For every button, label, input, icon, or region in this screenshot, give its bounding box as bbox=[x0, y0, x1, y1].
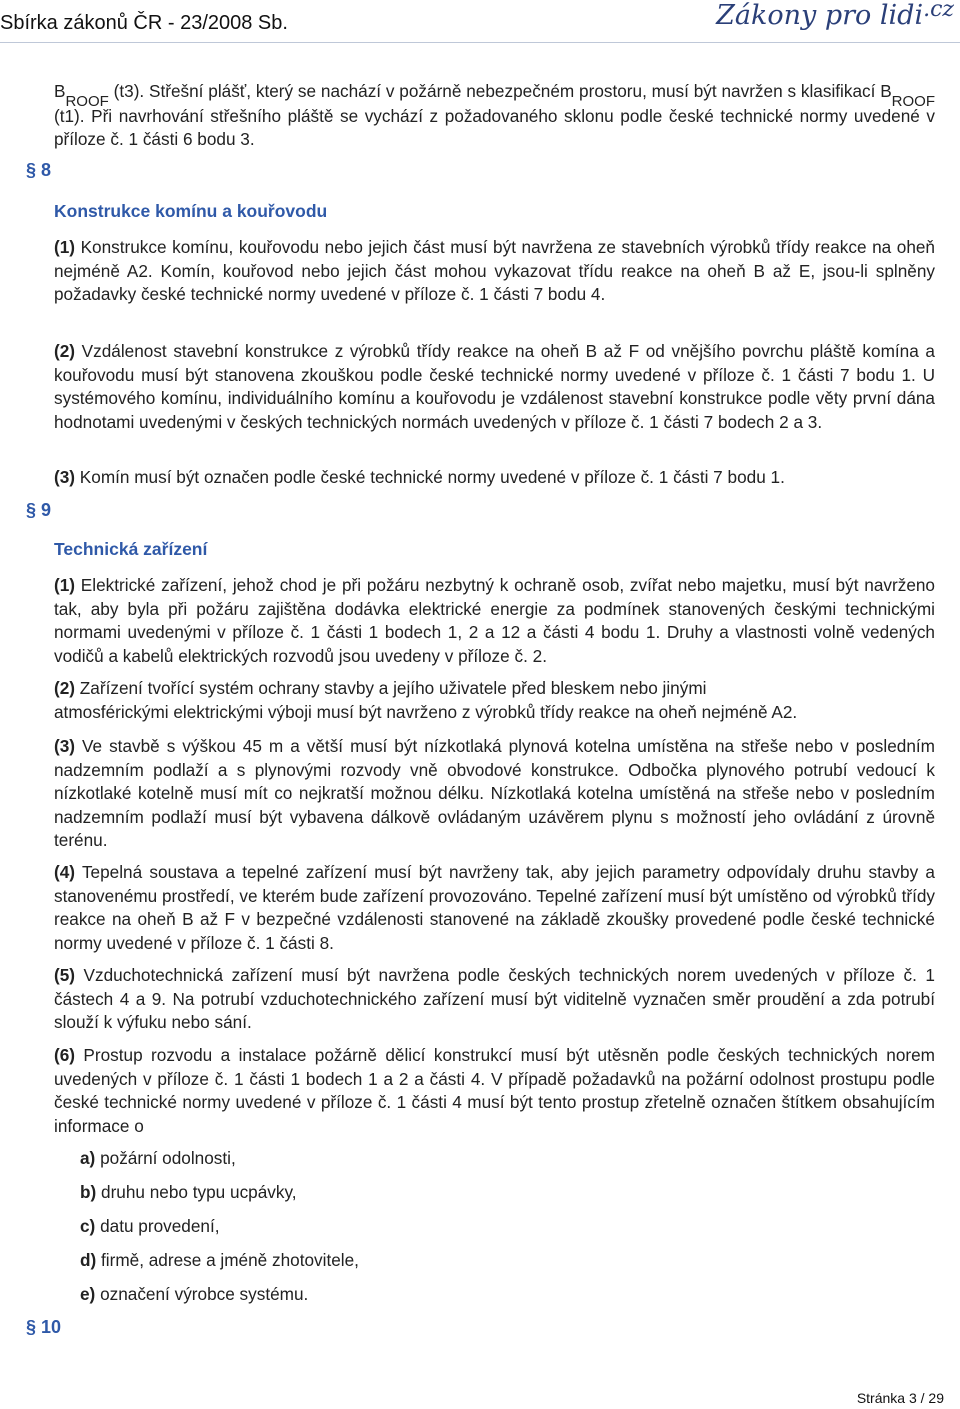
paragraph-number: (1) bbox=[54, 237, 76, 257]
list-item-text: požární odolnosti, bbox=[95, 1148, 236, 1168]
paragraph-number: (2) bbox=[54, 341, 76, 361]
section-8-paragraph-1 bbox=[54, 236, 935, 307]
section-9-paragraph-3 bbox=[54, 735, 935, 853]
paragraph-number: (1) bbox=[54, 575, 76, 595]
header-divider bbox=[0, 42, 960, 43]
intro-roof-subscript: ROOF bbox=[65, 93, 109, 110]
brand-name: Zákony pro lidi bbox=[716, 0, 924, 31]
section-symbol: § bbox=[26, 1317, 37, 1337]
page-header bbox=[0, 0, 960, 44]
list-item bbox=[80, 1250, 359, 1271]
list-item bbox=[80, 1216, 220, 1237]
paragraph-text: Tepelná soustava a tepelné zařízení musí být navrženy tak, aby jejich parametry odpovídaly druhu stavby a stanovenému prostředí, ve kterém bude zařízení provozováno. Tepelné zařízení musí být umístěno od výrobků třídy reakce na oheň B až F v bezpečné vzdálenosti stanovené na základě zkoušky provedené podle české technické normy uvedené v příloze č. 1 části 8. bbox=[54, 862, 935, 953]
list-item-text: firmě, adrese a jméně zhotovitele, bbox=[96, 1250, 359, 1270]
paragraph-text: Ve stavbě s výškou 45 m a větší musí být nízkotlaká plynová kotelna umístěna na střeše nebo v posledním nadzemním podlaží a s plynovými rozvody vně obvodové konstrukce. Odbočka plynového potrubí vedoucí k nízkotlaké kotelně musí mít co nejkratší možnou délku. Nízkotlaká kotelna umístěná na střeše nebo v posledním nadzemním podlaží musí být vybavena dálkově ovládaným uzávěrem plynu s možností jeho ovládání z úrovně terénu. bbox=[54, 736, 935, 850]
section-symbol: § bbox=[26, 160, 37, 180]
paragraph-text: Elektrické zařízení, jehož chod je při požáru nezbytný k ochraně osob, zvířat nebo majetku, musí být navrženo tak, aby byla při požáru zajištěna dodávka elektrické energie za podmínek stanovených českými technickými normami uvedenými v příloze č. 1 části 1 bodech 1, 2 a 12 a části 4 bodu 1. Druhy a vlastnosti volně vedených vodičů a kabelů elektrických rozvodů jsou uvedeny v příloze č. 2. bbox=[54, 575, 935, 666]
intro-b: B bbox=[54, 81, 66, 101]
section-9-paragraph-6 bbox=[54, 1044, 935, 1138]
section-9-paragraph-5 bbox=[54, 964, 935, 1035]
section-8-heading: Konstrukce komínu a kouřovodu bbox=[54, 201, 328, 221]
list-item-letter: a) bbox=[80, 1148, 96, 1168]
section-10-marker[interactable] bbox=[26, 1317, 61, 1338]
list-item-text: označení výrobce systému. bbox=[95, 1284, 309, 1304]
list-item-letter: e) bbox=[80, 1284, 96, 1304]
brand-tld: .cz bbox=[923, 0, 954, 22]
paragraph-number: (5) bbox=[54, 965, 76, 985]
list-item-letter: d) bbox=[80, 1250, 97, 1270]
list-item-letter: c) bbox=[80, 1216, 96, 1236]
page-number: Stránka 3 / 29 bbox=[856, 1390, 944, 1406]
paragraph-number: (3) bbox=[54, 467, 76, 487]
brand-logo[interactable] bbox=[716, 0, 954, 31]
document-title: Sbírka zákonů ČR - 23/2008 Sb. bbox=[0, 12, 288, 34]
paragraph-number: (2) bbox=[54, 678, 76, 698]
list-item-letter: b) bbox=[80, 1182, 97, 1202]
section-8-marker[interactable] bbox=[26, 160, 51, 181]
intro-roof-subscript-2: ROOF bbox=[891, 93, 935, 110]
section-9-paragraph-2 bbox=[54, 677, 935, 724]
intro-paragraph bbox=[54, 80, 935, 152]
paragraph-text-line-1: Zařízení tvořící systém ochrany stavby a jejího uživatele před bleskem nebo jinými bbox=[75, 678, 707, 698]
paragraph-text: Konstrukce komínu, kouřovodu nebo jejich část musí být navržena ze stavebních výrobků třídy reakce na oheň nejméně A2. Komín, kouřovod nebo jejich část mohou vykazovat třídu reakce na oheň B až E, jsou-li splněny požadavky české technické normy uvedené v příloze č. 1 části 7 bodu 4. bbox=[54, 237, 935, 304]
section-number: 10 bbox=[41, 1317, 62, 1337]
section-9-paragraph-4 bbox=[54, 861, 935, 955]
paragraph-number: (3) bbox=[54, 736, 76, 756]
section-9-marker[interactable] bbox=[26, 500, 51, 521]
section-symbol: § bbox=[26, 500, 37, 520]
list-item bbox=[80, 1148, 236, 1169]
paragraph-text-line-2: atmosférickými elektrickými výboji musí být navrženo z výrobků třídy reakce na oheň nejméně A2. bbox=[54, 701, 798, 722]
paragraph-text: Komín musí být označen podle české technické normy uvedené v příloze č. 1 části 7 bodu 1. bbox=[75, 467, 785, 487]
paragraph-text: Prostup rozvodu a instalace požárně dělicí konstrukcí musí být utěsněn podle českých technických norem uvedených v příloze č. 1 části 1 bodech 1 a 2 a části 4. V případě požadavků na požární odolnost prostupu podle české technické normy uvedené v příloze č. 1 části 4 musí být tento prostup zřetelně označen štítkem obsahujícím informace o bbox=[54, 1045, 935, 1136]
intro-text-1: (t3). Střešní plášť, který se nachází v požárně nebezpečném prostoru, musí být navržen s klasifikací B bbox=[108, 81, 892, 101]
section-8-paragraph-3 bbox=[54, 466, 935, 490]
intro-text-2: (t1). Při navrhování střešního pláště se vychází z požadovaného sklonu podle české technické normy uvedené v příloze č. 1 části 6 bodu 3. bbox=[54, 105, 935, 149]
section-number: 9 bbox=[41, 500, 52, 520]
paragraph-number: (6) bbox=[54, 1045, 76, 1065]
list-item-text: druhu nebo typu ucpávky, bbox=[96, 1182, 297, 1202]
list-item-text: datu provedení, bbox=[95, 1216, 220, 1236]
section-8-paragraph-2 bbox=[54, 340, 935, 434]
list-item bbox=[80, 1284, 308, 1305]
section-9-heading: Technická zařízení bbox=[54, 539, 208, 559]
list-item bbox=[80, 1182, 297, 1203]
section-number: 8 bbox=[41, 160, 52, 180]
section-9-paragraph-1 bbox=[54, 574, 935, 668]
paragraph-text: Vzduchotechnická zařízení musí být navržena podle českých technických norem uvedených v příloze č. 1 částech 4 a 9. Na potrubí vzduchotechnického zařízení musí být viditelně vyznačen směr proudění a zda potrubí slouží k výfuku nebo sání. bbox=[54, 965, 935, 1032]
paragraph-number: (4) bbox=[54, 862, 76, 882]
paragraph-text: Vzdálenost stavební konstrukce z výrobků třídy reakce na oheň B až F od vnějšího povrchu pláště komína a kouřovodu musí být stanovena zkouškou podle české technické normy uvedené v příloze č. 1 části 7 bodu 1. U systémového komínu, individuálního komínu a kouřovodu je vzdálenost stavební konstrukce podle věty první dána hodnotami uvedenými v českých technických normách uvedených v příloze č. 1 části 7 bodech 2 a 3. bbox=[54, 341, 935, 432]
